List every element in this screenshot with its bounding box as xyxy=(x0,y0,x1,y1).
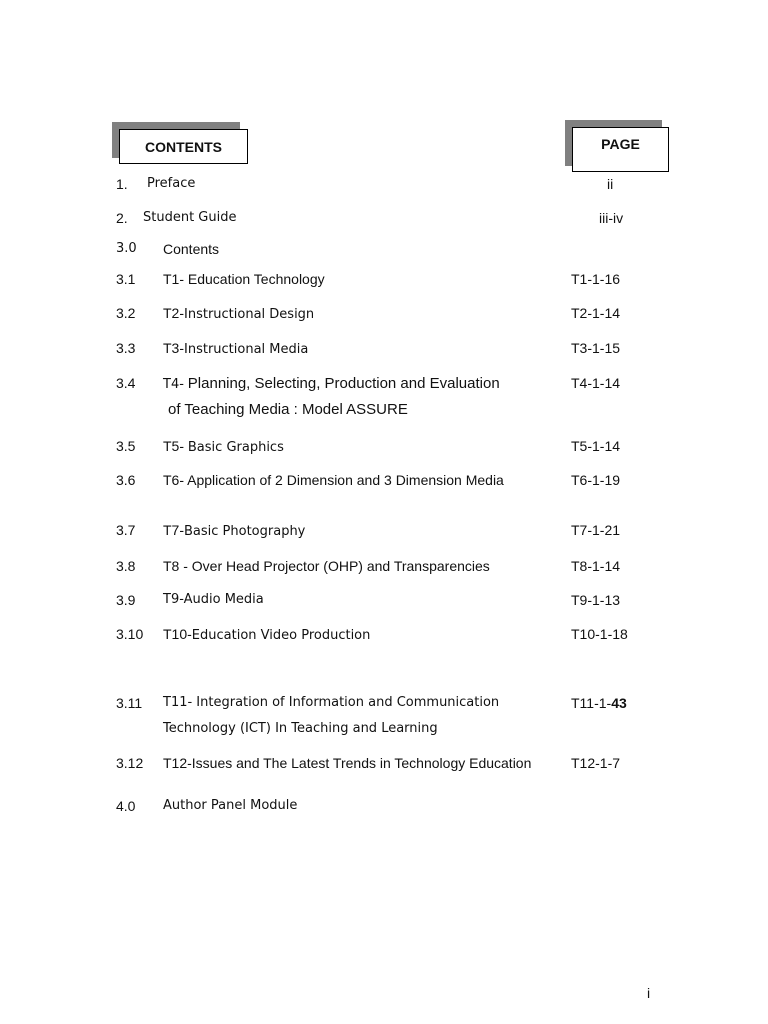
entry-number: 3.11 xyxy=(116,695,143,711)
entry-number: 3.5 xyxy=(116,438,136,454)
entry-title-prefix: T3- xyxy=(163,340,184,356)
entry-page: T7-1-21 xyxy=(571,522,621,538)
entry-page: T5-1-14 xyxy=(571,438,621,454)
entry-number: 3.8 xyxy=(116,558,136,574)
entry-number: 3.1 xyxy=(116,271,136,287)
entry-title-line2: of Teaching Media : Model ASSURE xyxy=(168,401,408,418)
entry-title: T12-Issues and The Latest Trends in Technology Education xyxy=(163,755,532,771)
entry-page: T3-1-15 xyxy=(571,340,621,356)
entry-page: T12-1-7 xyxy=(571,755,621,771)
page-header-label: PAGE xyxy=(572,127,669,172)
entry-title: Student Guide xyxy=(143,210,237,225)
entry-title-prefix: T10- xyxy=(163,626,192,642)
entry-page: T8-1-14 xyxy=(571,558,621,574)
entry-title: T8 - Over Head Projector (OHP) and Transparencies xyxy=(163,558,490,574)
entry-number: 1. xyxy=(116,176,128,192)
entry-number: 3.7 xyxy=(116,522,136,538)
entry-title-prefix: T7- xyxy=(163,522,184,538)
entry-title-text: Instructional Media xyxy=(184,342,309,357)
entry-title-text: Basic Photography xyxy=(184,524,306,539)
entry-page: T4-1-14 xyxy=(571,375,621,391)
entry-title-prefix: T4- xyxy=(163,377,184,392)
entry-title xyxy=(163,521,305,541)
entry-title: Contents xyxy=(163,241,220,257)
entry-number: 3.0 xyxy=(116,241,137,256)
entry-title-text: Education Video Production xyxy=(191,628,371,643)
entry-number: 3.4 xyxy=(116,375,136,391)
entry-page: T1-1-16 xyxy=(571,271,621,287)
entry-title: T9-Audio Media xyxy=(163,592,264,607)
entry-title-prefix: T2- xyxy=(163,305,184,321)
entry-title: T1- Education Technology xyxy=(163,271,325,287)
entry-number: 3.10 xyxy=(116,626,144,642)
entry-number: 2. xyxy=(116,210,128,226)
entry-title-text: Instructional Design xyxy=(184,307,315,322)
entry-page: T6-1-19 xyxy=(571,472,621,488)
entry-title: Author Panel Module xyxy=(163,798,298,813)
entry-page: T2-1-14 xyxy=(571,305,621,321)
entry-page: T9-1-13 xyxy=(571,592,621,608)
entry-page-prefix: T11-1- xyxy=(571,695,612,711)
entry-number: 3.6 xyxy=(116,472,136,488)
entry-number: 3.9 xyxy=(116,592,136,608)
entry-title: T11- Integration of Information and Communication xyxy=(163,695,500,710)
entry-number: 3.2 xyxy=(116,305,136,321)
entry-page: ii xyxy=(607,176,614,192)
page-number: i xyxy=(647,985,651,1001)
entry-title xyxy=(163,437,284,457)
contents-header-label: CONTENTS xyxy=(119,129,248,164)
entry-page xyxy=(571,694,627,712)
entry-title xyxy=(163,625,370,645)
entry-page: iii-iv xyxy=(599,210,624,226)
entry-title-line2: Technology (ICT) In Teaching and Learning xyxy=(163,721,438,736)
entry-number: 3.3 xyxy=(116,340,136,356)
entry-number: 4.0 xyxy=(116,798,136,814)
entry-number: 3.12 xyxy=(116,755,144,771)
entry-title: Preface xyxy=(147,176,196,191)
entry-title xyxy=(163,374,500,394)
entry-page-bold: 43 xyxy=(611,695,627,711)
entry-title: T6- Application of 2 Dimension and 3 Dimension Media xyxy=(163,472,504,488)
entry-title xyxy=(163,304,314,324)
entry-page: T10-1-18 xyxy=(571,626,628,642)
entry-title-prefix: T5- xyxy=(163,438,184,454)
entry-title-text: Planning, Selecting, Production and Evaluation xyxy=(187,375,500,392)
entry-title xyxy=(163,339,308,359)
entry-title-text: Basic Graphics xyxy=(187,440,284,455)
